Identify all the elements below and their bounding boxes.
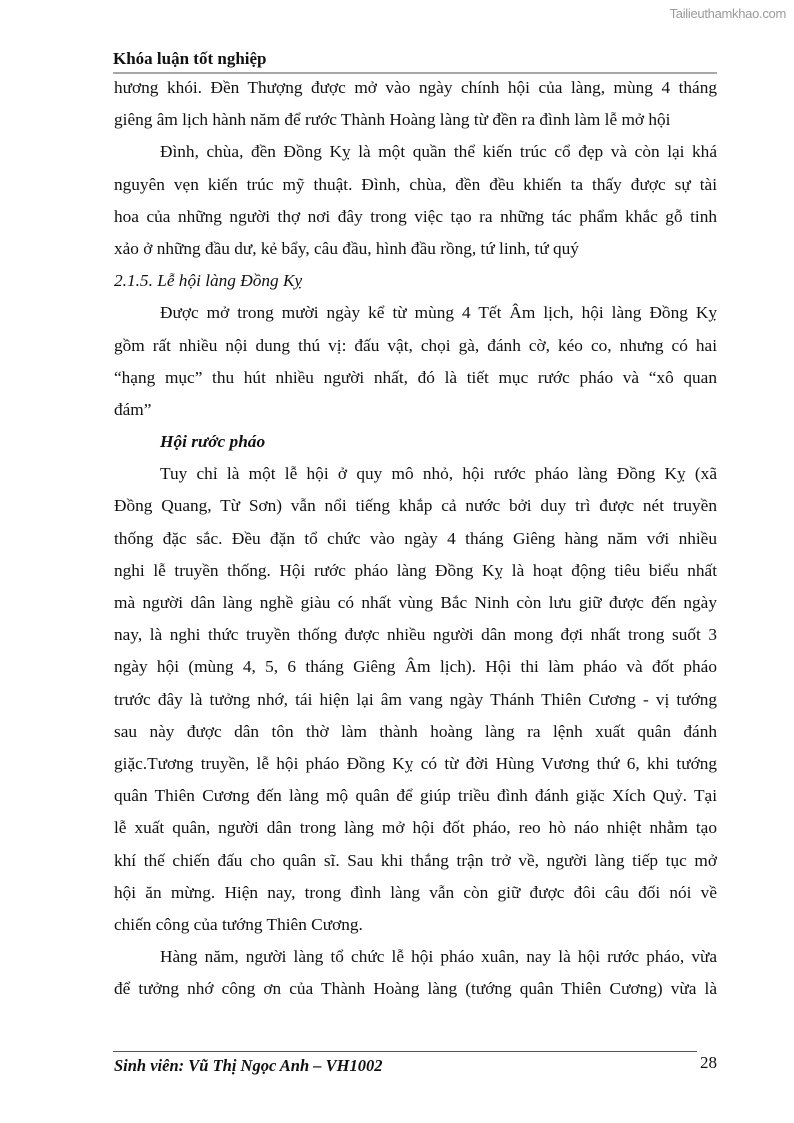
- text-line: nguyên vẹn kiến trúc mỹ thuật. Đình, chùa, đền đều khiến ta thấy được sự tài: [114, 174, 717, 194]
- text-line: “hạng mục” thu hút nhiều người nhất, đó là tiết mục rước pháo và “xô quan: [114, 367, 717, 387]
- text-line: quân Thiên Cương đến làng mộ quân để giúp triều đình đánh giặc Xích Quỷ. Tại: [114, 786, 717, 806]
- text-line: xảo ở những đầu dư, kẻ bẩy, câu đầu, hình đầu rồng, tứ linh, tứ quý: [114, 238, 579, 258]
- text-line: mà người dân làng nghề giàu có nhất vùng Bắc Ninh còn lưu giữ được đến ngày: [114, 593, 717, 612]
- text-line: gồm rất nhiều nội dung thú vị: đấu vật, chọi gà, đánh cờ, kéo co, nhưng có hai: [114, 335, 717, 355]
- paragraph: [114, 297, 717, 426]
- text-line: trước đây là tưởng nhớ, tái hiện lại âm vang ngày Thánh Thiên Cương - vị tướng: [114, 689, 717, 709]
- text-line: nghi lễ truyền thống. Hội rước pháo làng Đồng Kỵ là hoạt động tiêu biểu nhất: [114, 560, 717, 580]
- paragraph: [114, 941, 717, 1005]
- text-line: hoa của những người thợ nơi đây trong việc tạo ra những tác phẩm khắc gỗ tinh: [114, 206, 717, 226]
- footer-divider: [113, 1051, 697, 1052]
- subheading: Hội rước pháo: [160, 432, 266, 452]
- text-line: Được mở trong mười ngày kể từ mùng 4 Tết Âm lịch, hội làng Đồng Kỵ: [160, 303, 717, 323]
- text-line: lễ xuất quân, người dân trong làng mở hội đốt pháo, reo hò náo nhiệt nhằm tạo: [114, 818, 717, 838]
- text-line: nay, là nghi thức truyền thống được nhiều người dân mong đợi nhất trong suốt 3: [114, 625, 717, 645]
- page-number: 28: [700, 1053, 717, 1072]
- paragraph: [114, 72, 717, 136]
- document-body: [114, 72, 717, 1005]
- text-line: hương khói. Đền Thượng được mở vào ngày chính hội của làng, mùng 4 tháng: [114, 78, 717, 97]
- text-line: thống đặc sắc. Đều đặn tổ chức vào ngày 4 tháng Giêng hàng năm với nhiều: [114, 528, 717, 548]
- text-line: Đồng Quang, Từ Sơn) vẫn nổi tiếng khắp cả nước bởi duy trì được nét truyền: [114, 496, 717, 516]
- text-line: ngày hội (mùng 4, 5, 6 tháng Giêng Âm lịch). Hội thi làm pháo và đốt pháo: [114, 657, 717, 677]
- text-line: giêng âm lịch hành năm để rước Thành Hoàng làng từ đền ra đình làm lễ mở hội: [114, 110, 671, 130]
- text-line: giặc.Tương truyền, lễ hội pháo Đồng Kỵ có từ đời Hùng Vương thứ 6, khi tướng: [114, 753, 717, 773]
- paragraph: [114, 136, 717, 265]
- watermark: Tailieuthamkhao.com: [669, 6, 786, 21]
- text-line: Đình, chùa, đền Đồng Kỵ là một quần thể kiến trúc cổ đẹp và còn lại khá: [160, 142, 717, 162]
- text-line: để tưởng nhớ công ơn của Thành Hoàng làng (tướng quân Thiên Cương) vừa là: [114, 979, 717, 999]
- text-line: sau này được dân tôn thờ làm thành hoàng làng ra lệnh xuất quân đánh: [114, 721, 717, 741]
- footer-student: Sinh viên: Vũ Thị Ngọc Anh – VH1002: [114, 1056, 383, 1075]
- text-line: Hàng năm, người làng tổ chức lễ hội pháo xuân, nay là hội rước pháo, vừa: [160, 947, 717, 967]
- section-heading: 2.1.5. Lễ hội làng Đồng Kỵ: [114, 271, 303, 291]
- text-line: chiến công của tướng Thiên Cương.: [114, 914, 363, 934]
- page-header-title: Khóa luận tốt nghiệp: [113, 49, 717, 74]
- paragraph: [114, 458, 717, 941]
- text-line: hội ăn mừng. Hiện nay, trong đình làng vẫn còn giữ được đôi câu đối nói về: [114, 882, 717, 902]
- text-line: đám”: [114, 399, 152, 419]
- text-line: khí thế chiến đấu cho quân sĩ. Sau khi thắng trận trở về, người làng tiếp tục mở: [114, 850, 717, 870]
- text-line: Tuy chỉ là một lễ hội ở quy mô nhỏ, hội rước pháo làng Đồng Kỵ (xã: [160, 464, 717, 484]
